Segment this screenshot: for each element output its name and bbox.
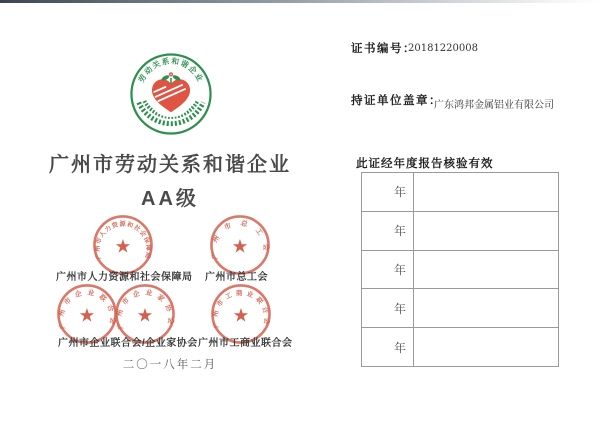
star-icon: ★ — [136, 304, 154, 326]
seal-trade-union — [209, 214, 271, 276]
star-icon: ★ — [78, 304, 96, 326]
harmonious-labor-emblem — [129, 52, 213, 136]
table-row — [362, 211, 558, 250]
holder-company-name: 广东鸿邦金属铝业有限公司 — [434, 100, 554, 111]
star-icon: ★ — [232, 304, 250, 326]
blank-cell — [414, 289, 558, 327]
year-cell: 年 — [362, 289, 414, 327]
star-icon: ★ — [114, 235, 132, 257]
star-icon: ★ — [231, 235, 249, 257]
holder-stamp-label: 持证单位盖章： — [351, 95, 442, 107]
verification-title: 此证经年度报告核验有效 — [356, 158, 494, 170]
issuer-label-industry-commerce: 广州市工商业联合会 — [198, 338, 293, 349]
seal-arc-text: 广州市工商业联合会 — [211, 289, 271, 329]
blank-cell — [414, 251, 558, 289]
emblem-arc-text: 劳动关系和谐企业 — [136, 56, 206, 84]
issuer-label-hr-bureau: 广州市人力资源和社会保障局 — [56, 272, 193, 283]
scan-edge-top — [0, 0, 600, 3]
blank-cell — [414, 328, 558, 366]
seal-hr-social-security — [92, 214, 154, 276]
seal-arc-text: 广州市企业联合会 — [57, 289, 117, 330]
table-row — [362, 327, 558, 366]
seal-arc-text: 广州市总工会 — [210, 219, 270, 260]
issuer-label-enterprise-assoc: 广州市企业联合会/企业家协会 — [58, 338, 198, 349]
table-row — [362, 173, 558, 211]
year-cell: 年 — [362, 212, 414, 250]
cert-no-label: 证书编号： — [351, 43, 416, 55]
table-row — [362, 250, 558, 289]
blank-cell — [414, 173, 558, 211]
year-cell: 年 — [362, 173, 414, 211]
seal-arc-text: 广州市人力资源和社会保障局 — [94, 220, 152, 260]
seal-arc-text: 广州市企业家协会 — [115, 289, 175, 330]
year-cell: 年 — [362, 328, 414, 366]
blank-cell — [414, 212, 558, 250]
issue-date: 二〇一八年二月 — [122, 359, 218, 371]
table-row — [362, 288, 558, 327]
grade-label: AA级 — [141, 188, 199, 210]
page-title: 广州市劳动关系和谐企业 — [49, 154, 291, 176]
issuer-label-trade-union: 广州市总工会 — [205, 272, 268, 283]
year-cell: 年 — [362, 251, 414, 289]
verification-table — [361, 172, 559, 367]
cert-no-value: 20181220008 — [408, 43, 478, 54]
